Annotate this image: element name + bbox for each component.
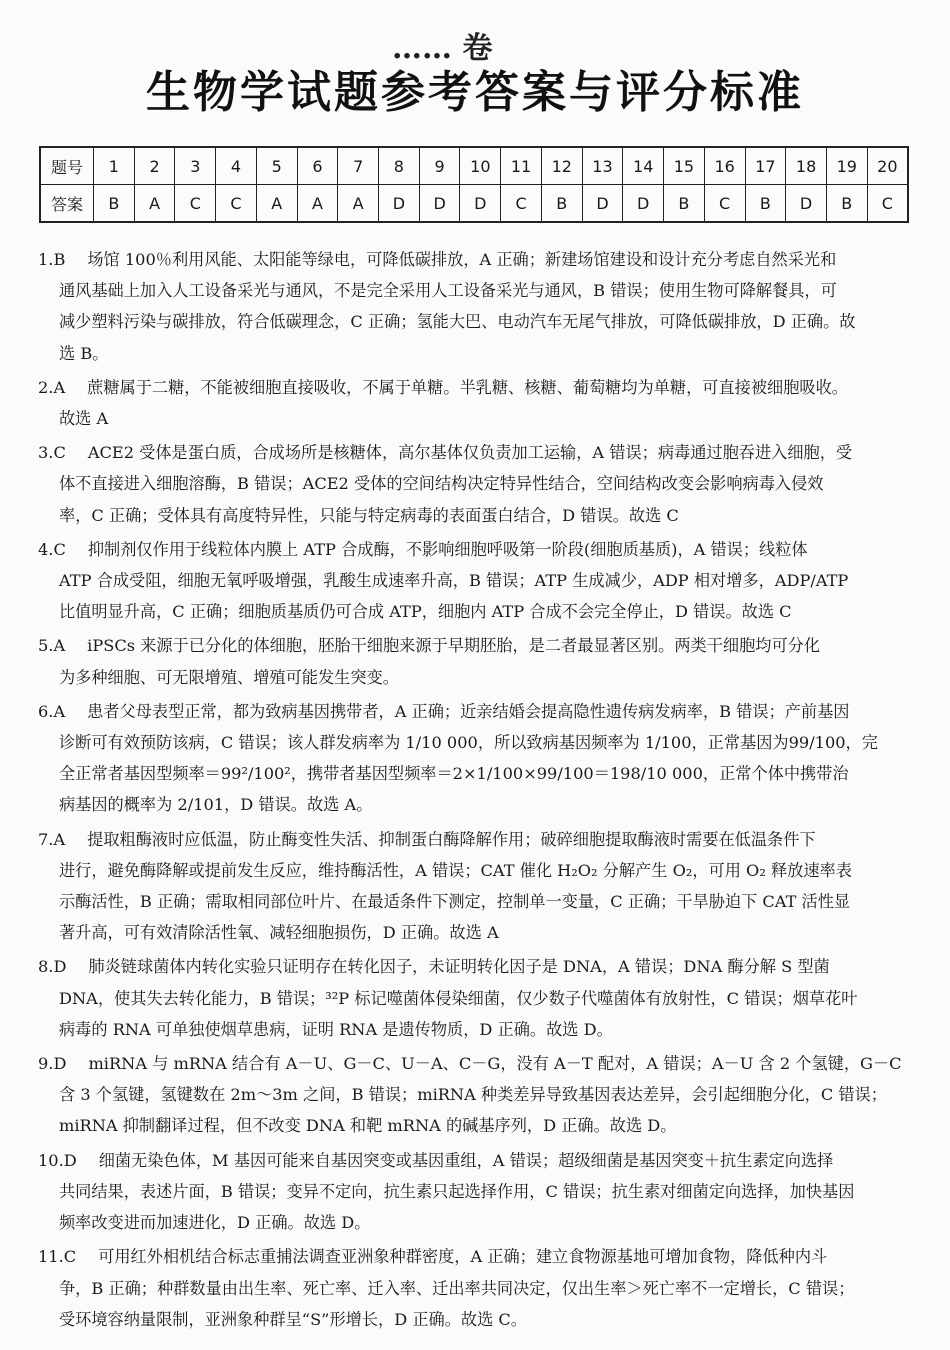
question-number-cell: 12 bbox=[541, 147, 582, 185]
explanation-line: 著升高，可有效清除活性氧、减轻细胞损伤，D 正确。故选 A bbox=[59, 923, 499, 943]
item-answer: C bbox=[63, 1247, 77, 1267]
item-text: iPSCs 来源于已分化的体细胞，胚胎干细胞来源于早期胚胎，是二者最显著区别。两类干细胞均可分化 bbox=[87, 636, 821, 656]
explanation-line: 体不直接进入细胞溶酶，B 错误；ACE2 受体的空间结构决定特异性结合，空间结构改变会影响病毒入侵效 bbox=[59, 474, 824, 494]
answer-cell: A bbox=[256, 185, 297, 223]
explanation-item bbox=[38, 951, 914, 1045]
item-number: 4. bbox=[38, 539, 54, 559]
answer-cell: C bbox=[501, 185, 542, 223]
answer-cell: B bbox=[541, 185, 582, 223]
explanation-first-line bbox=[38, 1241, 914, 1272]
explanation-line: 病毒的 RNA 可单独使烟草患病，证明 RNA 是遗传物质，D 正确。故选 D。 bbox=[59, 1019, 613, 1039]
answer-cell: C bbox=[867, 185, 908, 223]
explanation-first-line bbox=[38, 1048, 914, 1079]
item-answer: C bbox=[53, 539, 66, 559]
explanation-line: DNA，使其失去转化能力，B 错误；³²P 标记噬菌体侵染细菌，仅少数子代噬菌体有放射性，C 错误；烟草花叶 bbox=[59, 988, 858, 1008]
explanation-first-line bbox=[38, 372, 914, 403]
question-number-cell: 10 bbox=[460, 147, 501, 185]
explanation-line: 争，B 正确；种群数量由出生率、死亡率、迁入率、迁出率共同决定，仅出生率＞死亡率不一定增长，C 错误； bbox=[59, 1278, 855, 1298]
item-answer: A bbox=[53, 636, 66, 656]
item-answer: D bbox=[53, 1054, 67, 1074]
answer-cell: D bbox=[460, 185, 501, 223]
explanation-item bbox=[38, 630, 914, 692]
explanation-line: ATP 合成受阻，细胞无氧呼吸增强，乳酸生成速率升高，B 错误；ATP 生成减少，ADP 相对增多，ADP/ATP bbox=[59, 571, 849, 591]
question-number-cell: 14 bbox=[623, 147, 664, 185]
explanation-first-line bbox=[38, 1145, 914, 1176]
question-number-cell: 7 bbox=[338, 147, 379, 185]
explanation-first-line bbox=[38, 824, 914, 855]
explanation-first-line bbox=[38, 951, 914, 982]
page-title: 生物学试题参考答案与评分标准 bbox=[146, 67, 804, 118]
question-number-cell: 20 bbox=[867, 147, 908, 185]
explanation-line: 频率改变进而加速进化，D 正确。故选 D。 bbox=[59, 1213, 371, 1233]
explanation-first-line bbox=[38, 244, 914, 275]
question-number-cell: 11 bbox=[501, 147, 542, 185]
item-number: 1. bbox=[38, 250, 54, 269]
question-number-cell: 2 bbox=[134, 147, 175, 185]
item-number: 6. bbox=[38, 701, 54, 721]
item-text: ACE2 受体是蛋白质，合成场所是核糖体，高尔基体仅负责加工运输，A 错误；病毒通过胞吞进入细胞，受 bbox=[87, 443, 853, 463]
answer-cell: D bbox=[582, 185, 623, 223]
explanation-first-line bbox=[38, 437, 914, 468]
item-text: 抑制剂仅作用于线粒体内膜上 ATP 合成酶，不影响细胞呼吸第一阶段(细胞质基质)，A 错误；线粒体 bbox=[87, 539, 808, 559]
item-answer: B bbox=[53, 250, 66, 269]
item-text: 场馆 100％利用风能、太阳能等绿电，可降低碳排放，A 正确；新建场馆建设和设计充分考虑自然采光和 bbox=[87, 250, 837, 269]
question-number-cell: 16 bbox=[704, 147, 745, 185]
question-number-cell: 15 bbox=[664, 147, 705, 185]
question-label: 题号 bbox=[40, 147, 94, 185]
question-number-cell: 13 bbox=[582, 147, 623, 185]
item-number: 11. bbox=[38, 1247, 64, 1267]
item-number: 3. bbox=[38, 443, 54, 463]
question-number-cell: 18 bbox=[786, 147, 827, 185]
answer-cell: C bbox=[216, 185, 257, 223]
question-number-cell: 5 bbox=[256, 147, 297, 185]
explanation-item bbox=[38, 534, 914, 628]
explanation-first-line bbox=[38, 630, 914, 661]
explanation-item bbox=[38, 244, 914, 369]
item-text: 肺炎链球菌体内转化实验只证明存在转化因子，未证明转化因子是 DNA，A 错误；DNA 酶分解 S 型菌 bbox=[88, 957, 830, 977]
item-text: miRNA 与 mRNA 结合有 A－U、G－C、U－A、C－G，没有 A－T 配对，A 错误；A－U 含 2 个氢键，G－C bbox=[88, 1054, 902, 1074]
explanation-item bbox=[38, 1145, 914, 1239]
cut-off-header-text: …… 卷 bbox=[392, 31, 493, 66]
answer-cell: B bbox=[745, 185, 786, 223]
explanation-item bbox=[38, 437, 914, 531]
explanation-line: 含 3 个氢键，氢键数在 2m～3m 之间，B 错误；miRNA 种类差异导致基因表达差异，会引起细胞分化，C 错误； bbox=[59, 1085, 887, 1105]
item-answer: D bbox=[53, 957, 67, 977]
explanation-item bbox=[38, 1241, 914, 1335]
item-answer: A bbox=[53, 829, 66, 849]
answer-cell: A bbox=[338, 185, 379, 223]
explanation-line: 比值明显升高，C 正确；细胞质基质仍可合成 ATP，细胞内 ATP 合成不会完全停止，D 错误。故选 C bbox=[59, 602, 792, 622]
answer-cell: D bbox=[379, 185, 420, 223]
item-text: 蔗糖属于二糖，不能被细胞直接吸收，不属于单糖。半乳糖、核糖、葡萄糖均为单糖，可直接被细胞吸收。 bbox=[87, 377, 848, 397]
answer-cell: B bbox=[664, 185, 705, 223]
item-number: 10. bbox=[38, 1150, 64, 1170]
item-number: 5. bbox=[38, 636, 54, 656]
item-answer: A bbox=[53, 377, 66, 397]
explanation-line: 故选 A bbox=[59, 409, 109, 429]
explanation-line: 选 B。 bbox=[59, 343, 109, 363]
item-answer: D bbox=[63, 1150, 77, 1170]
item-number: 7. bbox=[38, 829, 54, 849]
explanation-first-line bbox=[38, 696, 914, 727]
item-answer: A bbox=[53, 701, 66, 721]
answer-row bbox=[40, 185, 908, 223]
explanation-item bbox=[38, 372, 914, 434]
item-text: 患者父母表型正常，都为致病基因携带者，A 正确；近亲结婚会提高隐性遗传病发病率，B 错误；产前基因 bbox=[87, 701, 850, 721]
explanation-line: 为多种细胞、可无限增殖、增殖可能发生突变。 bbox=[59, 667, 399, 687]
item-number: 2. bbox=[38, 377, 54, 397]
answer-cell: A bbox=[134, 185, 175, 223]
explanation-line: 进行，避免酶降解或提前发生反应，维持酶活性，A 错误；CAT 催化 H₂O₂ 分解产生 O₂，可用 O₂ 释放速率表 bbox=[59, 860, 852, 880]
answer-cell: D bbox=[419, 185, 460, 223]
explanation-item bbox=[38, 1048, 914, 1142]
answer-cell: C bbox=[704, 185, 745, 223]
explanation-line: 示酶活性，B 正确；需取相同部位叶片、在最适条件下测定，控制单一变量，C 正确；干旱胁迫下 CAT 活性显 bbox=[59, 892, 851, 912]
item-answer: C bbox=[53, 443, 66, 463]
question-number-cell: 4 bbox=[216, 147, 257, 185]
explanation-line: 率，C 正确；受体具有高度特异性，只能与特定病毒的表面蛋白结合，D 错误。故选 C bbox=[59, 505, 679, 525]
explanation-line: 减少塑料污染与碳排放，符合低碳理念，C 正确；氢能大巴、电动汽车无尾气排放，可降低碳排放，D 正确。故 bbox=[59, 312, 856, 332]
explanation-line: 全正常者基因型频率＝99²/100²，携带者基因型频率＝2×1/100×99/100＝198/10 000，正常个体中携带治 bbox=[59, 764, 849, 784]
explanation-line: 通风基础上加入人工设备采光与通风，不是完全采用人工设备采光与通风，B 错误；使用生物可降解餐具，可 bbox=[59, 281, 837, 301]
answer-cell: B bbox=[94, 185, 135, 223]
question-number-cell: 19 bbox=[826, 147, 867, 185]
explanation-item bbox=[38, 696, 914, 821]
answer-cell: A bbox=[297, 185, 338, 223]
item-text: 细菌无染色体，M 基因可能来自基因突变或基因重组，A 错误；超级细菌是基因突变＋抗生素定向选择 bbox=[98, 1150, 834, 1170]
answer-cell: D bbox=[623, 185, 664, 223]
answer-label: 答案 bbox=[40, 185, 94, 223]
question-number-cell: 3 bbox=[175, 147, 216, 185]
answer-table bbox=[39, 146, 909, 223]
explanation-item bbox=[38, 824, 914, 949]
item-text: 可用红外相机结合标志重捕法调查亚洲象种群密度，A 正确；建立食物源基地可增加食物，降低种内斗 bbox=[98, 1247, 828, 1267]
question-number-cell: 9 bbox=[419, 147, 460, 185]
answer-explanations bbox=[38, 244, 914, 1338]
answer-cell: D bbox=[786, 185, 827, 223]
item-text: 提取粗酶液时应低温，防止酶变性失活、抑制蛋白酶降解作用；破碎细胞提取酶液时需要在低温条件下 bbox=[87, 829, 816, 849]
explanation-first-line bbox=[38, 534, 914, 565]
explanation-line: 病基因的概率为 2/101，D 错误。故选 A。 bbox=[59, 795, 373, 815]
answer-cell: C bbox=[175, 185, 216, 223]
item-number: 9. bbox=[38, 1054, 54, 1074]
explanation-line: miRNA 抑制翻译过程，但不改变 DNA 和靶 mRNA 的碱基序列，D 正确。故选 D。 bbox=[59, 1116, 677, 1136]
explanation-line: 共同结果，表述片面，B 错误；变异不定向，抗生素只起选择作用，C 错误；抗生素对细菌定向选择，加快基因 bbox=[59, 1181, 855, 1201]
item-number: 8. bbox=[38, 957, 54, 977]
question-number-cell: 6 bbox=[297, 147, 338, 185]
explanation-line: 诊断可有效预防该病，C 错误；该人群发病率为 1/10 000，所以致病基因频率为 1/100，正常基因为99/100，完 bbox=[59, 733, 878, 753]
explanation-line: 受环境容纳量限制，亚洲象种群呈“S”形增长，D 正确。故选 C。 bbox=[59, 1309, 527, 1329]
question-number-cell: 17 bbox=[745, 147, 786, 185]
question-number-cell: 1 bbox=[94, 147, 135, 185]
question-number-cell: 8 bbox=[379, 147, 420, 185]
answer-cell: B bbox=[826, 185, 867, 223]
question-number-row bbox=[40, 147, 908, 185]
